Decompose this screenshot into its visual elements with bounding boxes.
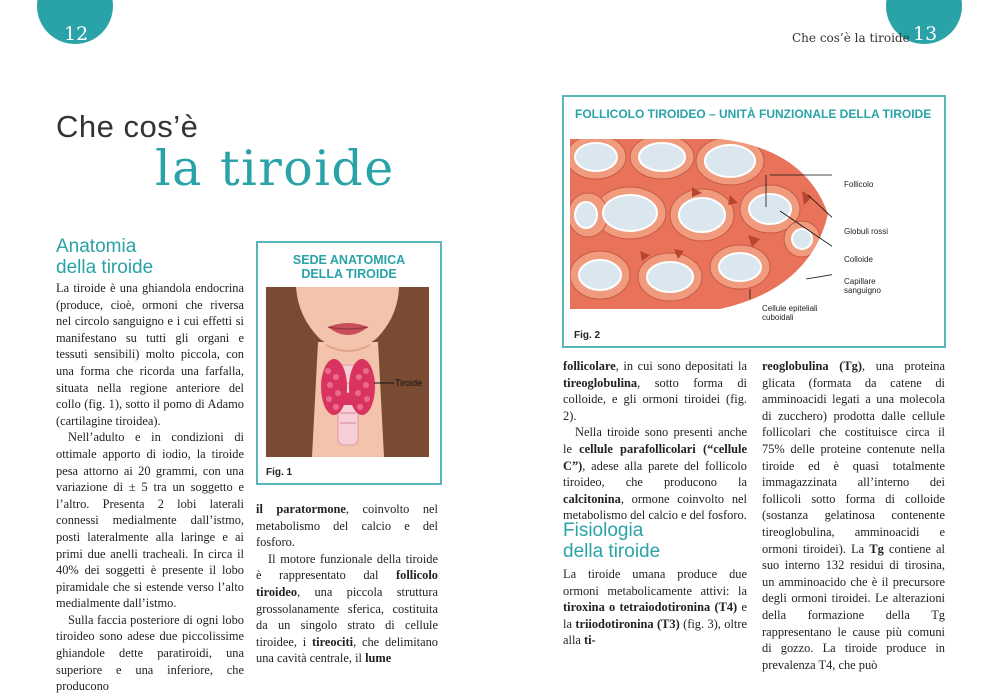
running-head: Che cos’è la tiroide <box>792 31 910 45</box>
page-number-left: 12 <box>64 23 89 45</box>
figure-2-caption: Fig. 2 <box>574 330 601 341</box>
label-follicolo: Follicolo <box>844 180 874 189</box>
title-line1: Che cos’è <box>56 109 199 144</box>
figure-2-box <box>562 95 946 348</box>
right-column-1 <box>563 358 747 524</box>
follicle-illustration <box>570 139 832 309</box>
figure-2-title: FOLLICOLO TIROIDEO – UNITÀ FUNZIONALE DELLA TIROIDE <box>575 107 932 121</box>
page-number-right: 13 <box>913 23 938 45</box>
paragraph: Sulla faccia posteriore di ogni lobo tiroideo sono adese due piccolissime ghiandole dette paratiroidi, una superiore e una inferiore, che producono <box>56 612 244 694</box>
paragraph: il paratormone, coinvolto nel metabolismo del calcio e del fosforo. <box>256 502 438 550</box>
paragraph: La tiroide è una ghiandola endocrina (produce, cioè, ormoni che riversa nel circolo sanguigno e i cui effetti si manifestano su tutti gli organi e tessuti sensibili) molto piccola, con una forma che ricorda una farfalla, situata nella regione anteriore del collo (fig. 1), sotto il pomo di Adamo (cartilagine tiroidea). <box>56 281 244 428</box>
tiroide-label: Tiroide <box>395 378 423 388</box>
paragraph: reoglobulina (Tg), una proteina glicata (formata da catene di amminoacidi legati a una molecola di zucchero) prodotta dalle cellule follicolari che costituisce circa il 75% delle proteine contenute nella tiroide ed è quasi totalmente immagazzinata all’interno dei follicoli sotto forma di colloide (sostanza gelatinosa contenente tireoglobulina, amminoacidi e ormoni tiroidei). La Tg contiene al suo interno 132 residui di tirosina, un amminoacido che è il precursore degli ormoni tiroidei. Le alterazioni della formazione della Tg rappresentano le cause più comuni di gozzo. La tiroide produce in prevalenza T4, che può <box>762 359 946 672</box>
label-cellule-epiteliali: Cellule epiteliali cuboidali <box>762 304 818 322</box>
figure-1-title: SEDE ANATOMICA DELLA TIROIDE <box>292 253 406 281</box>
label-colloide: Colloide <box>844 255 873 264</box>
left-column-2 <box>256 501 438 667</box>
neck-thyroid-illustration <box>266 287 429 457</box>
paragraph: Il motore funzionale della tiroide è rappresentato dal follicolo tiroideo, una piccola struttura grossolanamente sferica, costituita da un singolo strato di cellule tiroidee, i tireociti, che delimitano una cavità centrale, il lume <box>256 551 438 666</box>
label-globuli-rossi: Globuli rossi <box>844 227 889 236</box>
left-column-1 <box>56 280 244 695</box>
figure-1-box <box>256 241 442 485</box>
label-capillare: Capillare sanguigno <box>844 277 881 295</box>
section-heading-anatomia: Anatomia della tiroide <box>56 236 154 278</box>
figure-1-caption: Fig. 1 <box>266 467 293 478</box>
paragraph: Nella tiroide sono presenti anche le cellule parafollicolari (“cellule C”), adese alla parete del follicolo tiroideo, che producono la calcitonina, ormone coinvolto nel metabolismo del calcio e del fosforo. <box>563 425 747 523</box>
right-column-1-bottom <box>563 566 747 649</box>
paragraph: La tiroide umana produce due ormoni metabolicamente attivi: la tiroxina o tetraiodotironina (T4) e la triiodotironina (T3) (fig. 3), oltre alla ti- <box>563 567 747 648</box>
title-line2: la tiroide <box>155 140 395 197</box>
paragraph: follicolare, in cui sono depositati la tireoglobulina, sotto forma di colloide, e gli ormoni tiroidei (fig. 2). <box>563 359 747 423</box>
paragraph: Nell’adulto e in condizioni di ottimale apporto di iodio, la tiroide pesa attorno ai 20 grammi, con una variazione di ± 5 tra un soggetto e l’altro. Presenta 2 lobi laterali connessi medialmente dall’istmo, posti lateralmente alla laringe e ai primi due anelli tracheali. In circa il 40% dei soggetti è presente il lobo piramidale che si estende verso l’alto medialmente dall’istmo. <box>56 430 244 611</box>
right-column-2 <box>762 358 945 673</box>
section-heading-fisiologia: Fisiologia della tiroide <box>563 520 661 562</box>
